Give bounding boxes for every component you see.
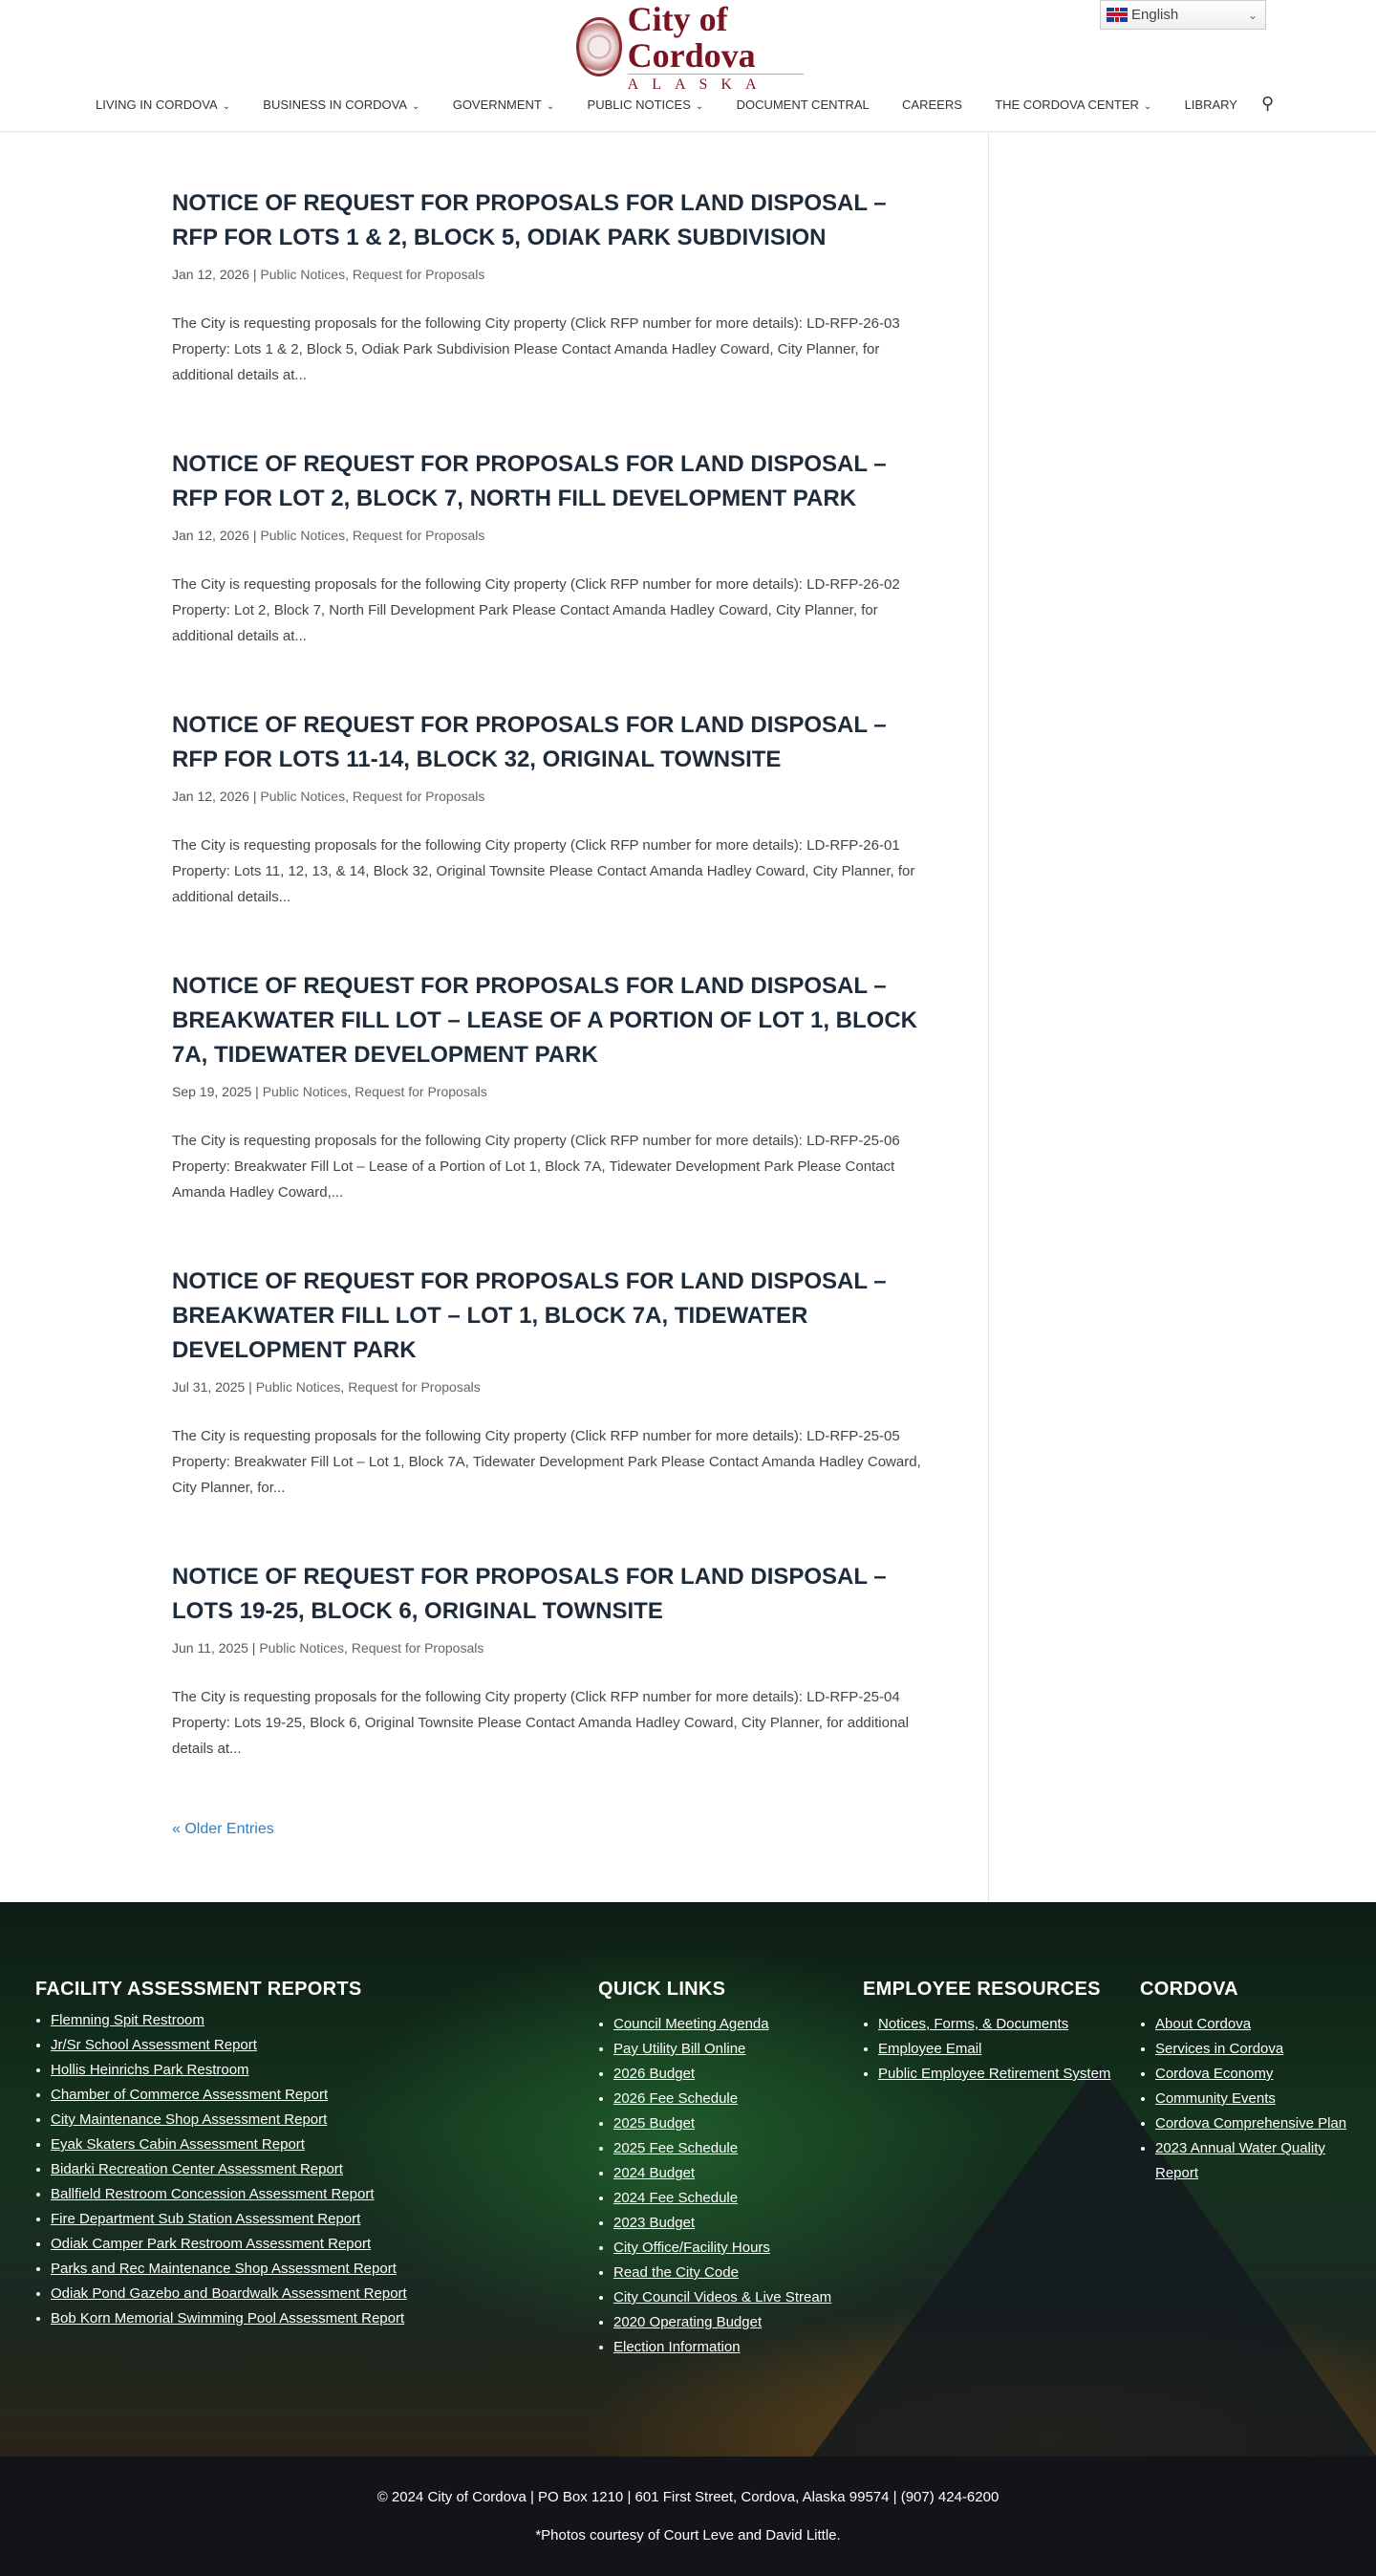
logo-title: City of Cordova	[627, 0, 756, 75]
footer-link[interactable]: Community Events	[1155, 2090, 1276, 2107]
site-footer	[0, 1902, 1376, 2457]
logo-subtitle: ALASKA	[628, 74, 804, 94]
footer-list-item	[613, 2310, 831, 2335]
search-icon[interactable]: ⚲	[1261, 94, 1275, 113]
footer-list-item	[51, 2282, 407, 2306]
site-header	[0, 0, 1376, 132]
post-date: Sep 19, 2025	[172, 1084, 252, 1099]
category-link[interactable]: Request for Proposals	[348, 1379, 481, 1395]
post-date: Jan 12, 2026	[172, 267, 249, 282]
chevron-down-icon: ⌄	[695, 101, 704, 112]
footer-link[interactable]: 2024 Fee Schedule	[613, 2190, 739, 2206]
nav-item[interactable]	[737, 97, 870, 112]
footer-link[interactable]: Hollis Heinrichs Park Restroom	[51, 2062, 249, 2078]
post	[172, 186, 936, 388]
post-excerpt: The City is requesting proposals for the following City property (Click RFP number for more details): LD-RFP-26-02 Property: Lot 2, Block 7, North Fill Development Park Please Contact Amanda Hadley Coward, City Planner, for additional details at...	[172, 576, 900, 644]
post-excerpt: The City is requesting proposals for the following City property (Click RFP number for more details): LD-RFP-25-05 Property: Breakwater Fill Lot – Lot 1, Block 7A, Tidewater Development Park Please Contact Amanda Hadley Coward, City Planner, for...	[172, 1428, 921, 1496]
footer-list-item	[878, 2062, 1111, 2087]
category-link[interactable]: Request for Proposals	[352, 267, 485, 282]
footer-list-item	[613, 2261, 831, 2285]
category-link[interactable]: Request for Proposals	[352, 789, 485, 804]
footer-link[interactable]: Bidarki Recreation Center Assessment Report	[51, 2161, 343, 2177]
footer-link[interactable]: Flemning Spit Restroom	[51, 2012, 204, 2028]
footer-link[interactable]: Employee Email	[878, 2041, 982, 2057]
post-excerpt: The City is requesting proposals for the following City property (Click RFP number for more details): LD-RFP-25-06 Property: Breakwater Fill Lot – Lease of a Portion of Lot 1, Block 7A, Tidewater Development Park Please Contact Amanda Hadley Coward,...	[172, 1133, 900, 1201]
footer-heading: EMPLOYEE RESOURCES	[863, 1979, 1101, 2000]
footer-list-item	[51, 2207, 407, 2232]
footer-link[interactable]: 2023 Annual Water Quality Report	[1155, 2140, 1325, 2181]
older-entries-link[interactable]: « Older Entries	[172, 1821, 274, 1837]
footer-link[interactable]: Cordova Comprehensive Plan	[1155, 2115, 1347, 2132]
sidebar-divider	[988, 132, 989, 1902]
footer-link[interactable]: Council Meeting Agenda	[613, 2016, 769, 2032]
nav-item[interactable]	[1185, 97, 1237, 112]
footer-link[interactable]: Bob Korn Memorial Swimming Pool Assessment Report	[51, 2310, 405, 2327]
category-link[interactable]: Public Notices	[260, 528, 346, 543]
footer-link[interactable]: Odiak Pond Gazebo and Boardwalk Assessment Report	[51, 2285, 407, 2302]
footer-link[interactable]: 2025 Budget	[613, 2115, 696, 2132]
footer-link[interactable]: Cordova Economy	[1155, 2066, 1274, 2082]
nav-item-label: THE CORDOVA CENTER	[995, 97, 1139, 112]
footer-link[interactable]: Fire Department Sub Station Assessment Report	[51, 2211, 361, 2227]
footer-list-item	[613, 2211, 831, 2236]
footer-list-item	[1155, 2037, 1360, 2062]
footer-link[interactable]: Eyak Skaters Cabin Assessment Report	[51, 2136, 305, 2153]
chevron-down-icon: ⌄	[1247, 8, 1258, 22]
category-link[interactable]: Public Notices	[260, 267, 346, 282]
category-link[interactable]: Request for Proposals	[355, 1084, 487, 1099]
footer-list-item	[51, 2083, 407, 2108]
category-link[interactable]: Public Notices	[262, 1084, 348, 1099]
footer-list-item	[613, 2012, 831, 2037]
post-excerpt: The City is requesting proposals for the following City property (Click RFP number for more details): LD-RFP-26-01 Property: Lots 11, 12, 13, & 14, Block 32, Original Townsite Please Contact Amanda Hadley Coward, City Planner, for additional details...	[172, 837, 915, 905]
nav-item[interactable]	[453, 97, 555, 112]
footer-link[interactable]: Pay Utility Bill Online	[613, 2041, 746, 2057]
footer-link[interactable]: Chamber of Commerce Assessment Report	[51, 2087, 329, 2103]
footer-bottom-bar	[0, 2457, 1376, 2576]
post-date: Jul 31, 2025	[172, 1379, 246, 1395]
nav-item[interactable]	[588, 97, 704, 112]
post-title[interactable]: NOTICE OF REQUEST FOR PROPOSALS FOR LAND DISPOSAL – RFP FOR LOTS 1 & 2, BLOCK 5, ODIAK PARK SUBDIVISION	[172, 190, 887, 250]
post-meta: Sep 19, 2025 | Public Notices, Request for Proposals	[172, 1084, 487, 1099]
footer-list-item	[613, 2062, 831, 2087]
nav-item[interactable]	[263, 97, 419, 112]
copyright-text: © 2024 City of Cordova | PO Box 1210 | 601 First Street, Cordova, Alaska 99574 | (907) 424-6200	[376, 2489, 1000, 2505]
footer-list-item	[51, 2306, 407, 2331]
footer-list-item	[613, 2037, 831, 2062]
footer-list-item	[51, 2108, 407, 2132]
footer-col-quick	[598, 1979, 831, 2360]
footer-list-item	[51, 2058, 407, 2083]
post-title[interactable]: NOTICE OF REQUEST FOR PROPOSALS FOR LAND DISPOSAL – LOTS 19-25, BLOCK 6, ORIGINAL TOWNSITE	[172, 1564, 887, 1624]
footer-link[interactable]: Parks and Rec Maintenance Shop Assessment Report	[51, 2261, 397, 2277]
footer-link[interactable]: 2026 Budget	[613, 2066, 696, 2082]
post-meta: Jul 31, 2025 | Public Notices, Request for Proposals	[172, 1379, 481, 1395]
nav-item-label: LIBRARY	[1184, 97, 1237, 112]
footer-list-item	[878, 2012, 1111, 2037]
nav-item-label: PUBLIC NOTICES	[587, 97, 691, 112]
footer-list-item	[613, 2285, 831, 2310]
category-link[interactable]: Public Notices	[255, 1379, 341, 1395]
post-excerpt: The City is requesting proposals for the following City property (Click RFP number for more details): LD-RFP-25-04 Property: Lots 19-25, Block 6, Original Townsite Please Contact Amanda Hadley Coward, City Planner, for additional details at...	[172, 1689, 909, 1757]
footer-link[interactable]: City Council Videos & Live Stream	[613, 2289, 832, 2305]
footer-link[interactable]: Election Information	[613, 2339, 741, 2355]
footer-list-item	[51, 2257, 407, 2282]
footer-list-item	[613, 2111, 831, 2136]
footer-heading: CORDOVA	[1140, 1979, 1238, 2000]
post-title[interactable]: NOTICE OF REQUEST FOR PROPOSALS FOR LAND DISPOSAL – BREAKWATER FILL LOT – LEASE OF A PORTION OF LOT 1, BLOCK 7A, TIDEWATER DEVELOPMENT PARK	[172, 973, 917, 1068]
footer-link[interactable]: 2025 Fee Schedule	[613, 2140, 739, 2156]
chevron-down-icon: ⌄	[412, 101, 420, 112]
post	[172, 708, 936, 910]
footer-link[interactable]: Jr/Sr School Assessment Report	[51, 2037, 257, 2053]
post-title[interactable]: NOTICE OF REQUEST FOR PROPOSALS FOR LAND DISPOSAL – BREAKWATER FILL LOT – LOT 1, BLOCK 7A, TIDEWATER DEVELOPMENT PARK	[172, 1268, 887, 1363]
footer-link[interactable]: Services in Cordova	[1155, 2041, 1284, 2057]
post	[172, 1560, 936, 1762]
footer-link[interactable]: 2026 Fee Schedule	[613, 2090, 739, 2107]
nav-item-label: GOVERNMENT	[452, 97, 542, 112]
footer-list-item	[1155, 2136, 1360, 2186]
footer-list-item	[51, 2033, 407, 2058]
city-logo[interactable]	[576, 0, 804, 93]
post	[172, 1265, 936, 1501]
footer-col-facility	[35, 1979, 407, 2331]
uk-flag-icon	[1107, 8, 1128, 22]
nav-item[interactable]	[995, 97, 1151, 112]
footer-link[interactable]: Odiak Camper Park Restroom Assessment Report	[51, 2236, 372, 2252]
footer-list-item	[51, 2182, 407, 2207]
chevron-down-icon: ⌄	[1143, 101, 1152, 112]
footer-heading: QUICK LINKS	[598, 1979, 726, 2000]
footer-col-cordova	[1140, 1979, 1360, 2186]
footer-link[interactable]: Public Employee Retirement System	[878, 2066, 1111, 2082]
category-link[interactable]: Public Notices	[259, 1640, 345, 1656]
city-seal-icon	[576, 17, 622, 76]
main-nav	[96, 97, 1237, 112]
content-area	[0, 132, 1376, 1902]
footer-list-item	[51, 2232, 407, 2257]
nav-item-label: CAREERS	[902, 97, 962, 112]
post-date: Jan 12, 2026	[172, 789, 249, 804]
footer-link[interactable]: Notices, Forms, & Documents	[878, 2016, 1069, 2032]
footer-list-item	[613, 2161, 831, 2186]
footer-heading: FACILITY ASSESSMENT REPORTS	[35, 1979, 362, 2000]
footer-link[interactable]: 2023 Budget	[613, 2215, 696, 2231]
post-meta: Jan 12, 2026 | Public Notices, Request for Proposals	[172, 528, 485, 543]
footer-list-item	[613, 2236, 831, 2261]
post-meta: Jan 12, 2026 | Public Notices, Request for Proposals	[172, 267, 485, 282]
category-link[interactable]: Request for Proposals	[352, 528, 485, 543]
footer-list-item	[1155, 2062, 1360, 2087]
footer-list-item	[878, 2037, 1111, 2062]
nav-item-label: DOCUMENT CENTRAL	[736, 97, 870, 112]
footer-list-item	[51, 2008, 407, 2033]
post-date: Jun 11, 2025	[172, 1640, 248, 1656]
post	[172, 969, 936, 1205]
category-link[interactable]: Public Notices	[260, 789, 346, 804]
nav-item[interactable]	[96, 97, 230, 112]
post-title[interactable]: NOTICE OF REQUEST FOR PROPOSALS FOR LAND DISPOSAL – RFP FOR LOTS 11-14, BLOCK 32, ORIGINAL TOWNSITE	[172, 712, 887, 772]
category-link[interactable]: Request for Proposals	[351, 1640, 484, 1656]
nav-item-label: BUSINESS IN CORDOVA	[263, 97, 408, 112]
footer-link[interactable]: City Office/Facility Hours	[613, 2240, 770, 2256]
footer-list-item	[613, 2335, 831, 2360]
chevron-down-icon: ⌄	[222, 101, 231, 112]
nav-item[interactable]	[902, 97, 962, 112]
footer-link[interactable]: Read the City Code	[613, 2264, 739, 2281]
footer-list-item	[51, 2157, 407, 2182]
post-meta: Jan 12, 2026 | Public Notices, Request for Proposals	[172, 789, 485, 804]
post-excerpt: The City is requesting proposals for the following City property (Click RFP number for more details): LD-RFP-26-03 Property: Lots 1 & 2, Block 5, Odiak Park Subdivision Please Contact Amanda Hadley Coward, City Planner, for additional details at...	[172, 315, 900, 383]
footer-link[interactable]: 2024 Budget	[613, 2165, 696, 2181]
footer-list-item	[613, 2186, 831, 2211]
footer-list-item	[1155, 2087, 1360, 2111]
footer-link[interactable]: Ballfield Restroom Concession Assessment Report	[51, 2186, 375, 2202]
photo-credit: *Photos courtesy of Court Leve and David Little.	[535, 2527, 841, 2544]
footer-list-item	[1155, 2012, 1360, 2037]
nav-item-label: LIVING IN CORDOVA	[96, 97, 218, 112]
footer-list-item	[51, 2132, 407, 2157]
footer-link[interactable]: About Cordova	[1155, 2016, 1252, 2032]
footer-list-item	[613, 2136, 831, 2161]
post-meta: Jun 11, 2025 | Public Notices, Request for Proposals	[172, 1640, 484, 1656]
post	[172, 447, 936, 649]
footer-list-item	[613, 2087, 831, 2111]
footer-link[interactable]: 2020 Operating Budget	[613, 2314, 763, 2330]
chevron-down-icon: ⌄	[546, 101, 555, 112]
footer-col-employee	[863, 1979, 1111, 2087]
post-date: Jan 12, 2026	[172, 528, 249, 543]
language-label: English	[1131, 7, 1179, 23]
post-title[interactable]: NOTICE OF REQUEST FOR PROPOSALS FOR LAND DISPOSAL – RFP FOR LOT 2, BLOCK 7, NORTH FILL DEVELOPMENT PARK	[172, 451, 887, 511]
footer-list-item	[1155, 2111, 1360, 2136]
footer-link[interactable]: City Maintenance Shop Assessment Report	[51, 2111, 328, 2128]
post-list	[172, 186, 936, 1762]
language-select[interactable]	[1100, 0, 1266, 30]
